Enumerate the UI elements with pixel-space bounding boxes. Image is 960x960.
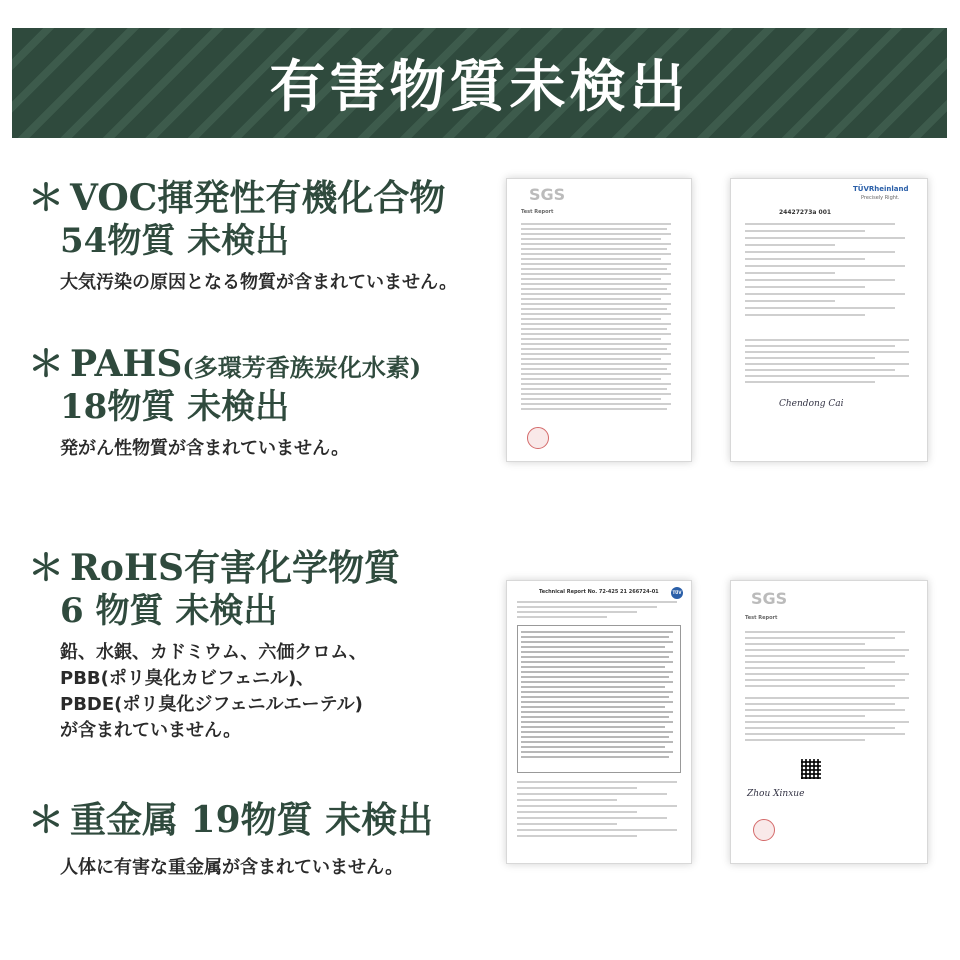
- text-line: [745, 345, 895, 347]
- text-line: [517, 817, 667, 819]
- text-line: [745, 655, 905, 657]
- pahs-section: [28, 344, 421, 462]
- text-line: [521, 223, 671, 225]
- text-line: [517, 823, 617, 825]
- heavy-metal-heading: ＊ 重金属 19物質 未検出: [28, 799, 434, 841]
- text-line: [745, 286, 865, 288]
- document-title: Technical Report No. 72-425 21 266724-01: [539, 589, 659, 595]
- text-line: [521, 696, 669, 698]
- text-line: [745, 637, 895, 639]
- text-line: [745, 244, 835, 246]
- text-line: [745, 685, 895, 687]
- text-line: [521, 353, 671, 355]
- text-line: [521, 358, 661, 360]
- text-line: [745, 673, 909, 675]
- text-line: [517, 835, 637, 837]
- text-line: [517, 601, 677, 603]
- rohs-line: PBDE(ポリ臭化ジフェニルエーテル): [60, 693, 363, 715]
- text-line: [521, 681, 673, 683]
- text-line: [517, 616, 607, 618]
- text-line: [521, 701, 673, 703]
- text-line: [745, 223, 895, 225]
- asterisk-icon: ＊: [28, 547, 65, 589]
- tuv-tagline: Precisely Right.: [861, 195, 900, 201]
- heavy-metal-description: 人体に有害な重金属が含まれていません。: [60, 857, 404, 879]
- text-line: [517, 793, 667, 795]
- text-line: [521, 368, 667, 370]
- text-line: [521, 721, 673, 723]
- text-line: [521, 686, 665, 688]
- sgs-test-report-document: [506, 178, 692, 462]
- pahs-heading: ＊ PAHS(多環芳香族炭化水素): [28, 343, 422, 385]
- text-line: [745, 251, 895, 253]
- voc-heading: ＊ VOC揮発性有機化合物: [28, 177, 446, 219]
- text-line: [745, 631, 905, 633]
- text-line: [745, 375, 909, 377]
- voc-description: 大気汚染の原因となる物質が含まれていません。: [60, 271, 458, 293]
- sgs-certificate-document: [730, 580, 928, 864]
- text-line: [745, 661, 895, 663]
- text-line: [521, 323, 671, 325]
- text-line: [517, 811, 637, 813]
- text-line: [521, 348, 667, 350]
- text-line: [521, 248, 667, 250]
- text-line: [521, 741, 673, 743]
- heavy-metal-section: [28, 800, 433, 881]
- rohs-line: 鉛、水銀、カドミウム、六価クロム、: [60, 641, 367, 663]
- title-banner: [12, 28, 947, 138]
- text-line: [745, 300, 835, 302]
- text-line: [521, 243, 671, 245]
- text-line: [521, 651, 673, 653]
- text-line: [521, 398, 661, 400]
- text-line: [521, 308, 667, 310]
- text-line: [521, 343, 671, 345]
- pahs-description: 発がん性物質が含まれていません。: [60, 437, 350, 459]
- text-line: [521, 293, 671, 295]
- text-line: [745, 272, 835, 274]
- text-line: [521, 263, 671, 265]
- text-line: [745, 237, 905, 239]
- text-line: [521, 228, 667, 230]
- text-line: [521, 238, 661, 240]
- text-line: [745, 697, 909, 699]
- text-line: [521, 756, 669, 758]
- text-line: [521, 641, 673, 643]
- text-line: [745, 643, 865, 645]
- text-line: [745, 279, 895, 281]
- text-line: [521, 646, 665, 648]
- text-line: [745, 339, 909, 341]
- text-line: [517, 829, 677, 831]
- text-line: [521, 278, 661, 280]
- voc-count: 54物質 未検出: [60, 221, 290, 262]
- text-line: [521, 328, 667, 330]
- text-line: [521, 318, 661, 320]
- voc-section: [28, 178, 457, 296]
- text-line: [745, 307, 895, 309]
- text-line: [521, 298, 661, 300]
- text-line: [745, 709, 905, 711]
- rohs-section: [28, 548, 400, 744]
- text-line: [517, 787, 637, 789]
- signature: Zhou Xinxue: [747, 789, 805, 799]
- certification-stamp: [753, 819, 775, 841]
- text-line: [745, 357, 875, 359]
- pahs-count: 18物質 未検出: [60, 387, 290, 428]
- text-line: [517, 805, 677, 807]
- text-line: [745, 703, 895, 705]
- report-number: 24427273a 001: [779, 209, 832, 216]
- text-line: [745, 715, 865, 717]
- text-line: [521, 333, 671, 335]
- text-line: [517, 611, 637, 613]
- tuv-logo: TÜV: [671, 587, 683, 599]
- rohs-count: 6 物質 未検出: [60, 591, 278, 632]
- text-line: [521, 691, 673, 693]
- text-line: [521, 731, 673, 733]
- text-line: [517, 799, 617, 801]
- text-line: [745, 381, 875, 383]
- text-line: [521, 283, 671, 285]
- text-line: [521, 408, 667, 410]
- text-line: [521, 631, 673, 633]
- text-line: [521, 636, 669, 638]
- text-line: [521, 736, 669, 738]
- text-line: [521, 338, 661, 340]
- text-line: [521, 388, 667, 390]
- text-line: [745, 679, 905, 681]
- text-line: [521, 746, 665, 748]
- text-line: [745, 739, 865, 741]
- document-title: Test Report: [521, 209, 554, 215]
- text-line: [521, 373, 671, 375]
- text-line: [521, 751, 673, 753]
- text-line: [521, 258, 661, 260]
- text-line: [521, 706, 665, 708]
- sgs-logo: SGS: [751, 589, 788, 608]
- text-line: [521, 716, 669, 718]
- page-title: 有害物質未検出: [269, 54, 690, 120]
- text-line: [521, 666, 665, 668]
- text-line: [521, 676, 669, 678]
- qr-code-icon: [801, 759, 821, 779]
- certification-stamp: [527, 427, 549, 449]
- rohs-line: PBB(ポリ臭化カビフェニル)、: [60, 667, 315, 689]
- text-line: [521, 233, 671, 235]
- text-line: [745, 727, 895, 729]
- text-line: [521, 268, 667, 270]
- sgs-logo: SGS: [529, 185, 566, 204]
- text-line: [521, 711, 673, 713]
- text-line: [745, 369, 895, 371]
- text-line: [521, 363, 671, 365]
- text-line: [745, 293, 905, 295]
- text-line: [745, 721, 909, 723]
- text-line: [521, 378, 661, 380]
- text-line: [521, 253, 671, 255]
- text-line: [745, 258, 865, 260]
- document-title: Test Report: [745, 615, 778, 621]
- tuv-logo: TÜVRheinland: [853, 185, 909, 193]
- text-line: [745, 363, 909, 365]
- text-line: [521, 273, 671, 275]
- text-line: [745, 733, 905, 735]
- text-line: [521, 656, 669, 658]
- asterisk-icon: ＊: [28, 177, 65, 219]
- tuv-test-report-document: [730, 178, 928, 462]
- tuv-technical-report-document: [506, 580, 692, 864]
- text-line: [521, 313, 671, 315]
- text-line: [521, 383, 671, 385]
- text-line: [517, 606, 657, 608]
- text-line: [745, 667, 865, 669]
- text-line: [745, 351, 909, 353]
- text-line: [745, 265, 905, 267]
- text-line: [745, 230, 865, 232]
- text-line: [521, 671, 673, 673]
- text-line: [521, 403, 671, 405]
- asterisk-icon: ＊: [28, 799, 65, 841]
- asterisk-icon: ＊: [28, 343, 65, 385]
- text-line: [517, 781, 677, 783]
- text-line: [521, 288, 667, 290]
- text-line: [745, 649, 909, 651]
- text-line: [745, 314, 865, 316]
- text-line: [521, 393, 671, 395]
- signature: Chendong Cai: [779, 399, 844, 409]
- text-line: [521, 303, 671, 305]
- rohs-heading: ＊ RoHS有害化学物質: [28, 547, 400, 589]
- rohs-line: が含まれていません。: [60, 719, 242, 741]
- text-line: [521, 661, 673, 663]
- text-line: [521, 726, 665, 728]
